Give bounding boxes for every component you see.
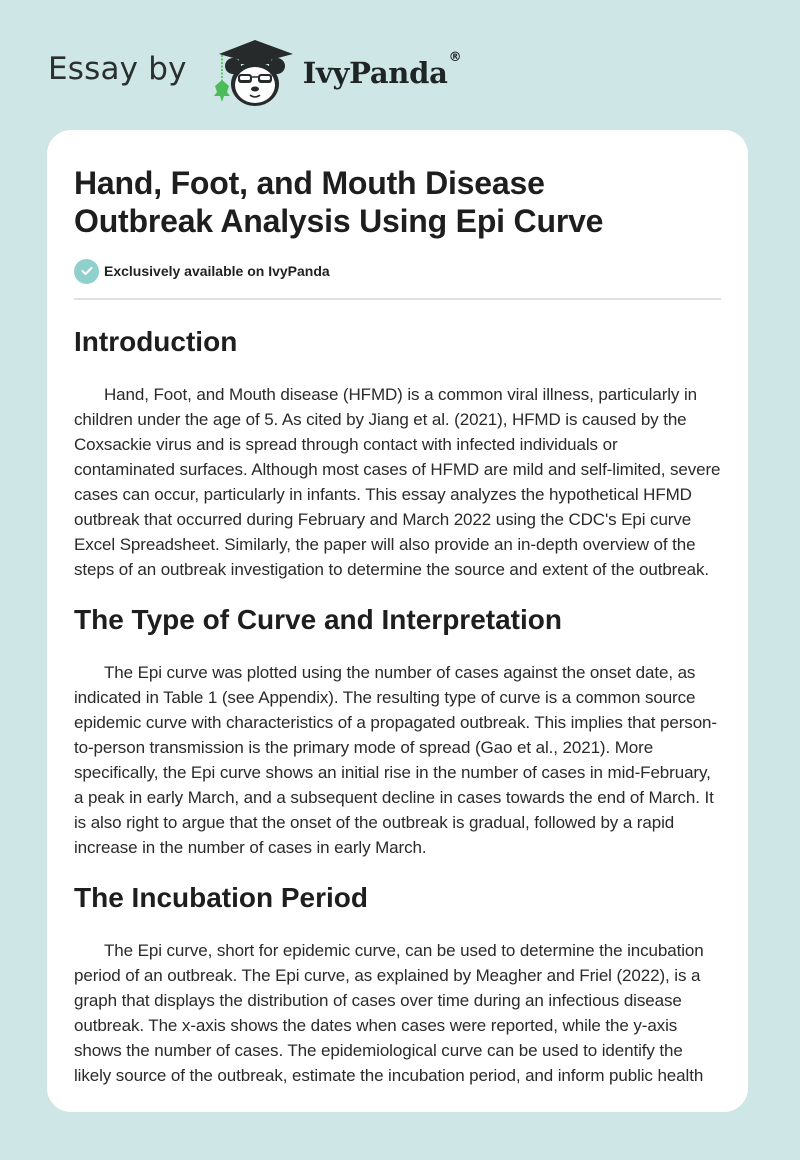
section-introduction: [74, 325, 721, 582]
section-incubation-period: [74, 881, 721, 1088]
section-heading: The Incubation Period: [74, 882, 369, 913]
section-heading: Introduction: [74, 326, 238, 357]
brand-name-text: IvyPanda: [302, 56, 448, 90]
essay-card: [47, 130, 748, 1112]
section-paragraph: Hand, Foot, and Mouth disease (HFMD) is a common viral illness, particularly in children under the age of 5. As cited by Jiang et al. (2021), HFMD is caused by the Coxsackie virus and is spread through contact with infected individuals or contaminated surfaces. Although most cases of HFMD are mild and self-limited, severe cases can occur, particularly in infants. This essay analyzes the hypothetical HFMD outbreak that occurred during February and March 2022 using the CDC's Epi curve Excel Spreadsheet. Similarly, the paper will also provide an in-depth overview of the steps of an outbreak investigation to determine the source and extent of the outbreak.: [74, 385, 721, 579]
divider: [74, 298, 721, 300]
section-heading: The Type of Curve and Interpretation: [74, 604, 562, 635]
section-paragraph: The Epi curve, short for epidemic curve, can be used to determine the incubation period of an outbreak. The Epi curve, as explained by Meagher and Friel (2022), is a graph that displays the distribution of cases over time during an infectious disease outbreak. The x-axis shows the dates when cases were reported, while the y-axis shows the number of cases. The epidemiological curve can be used to identify the likely source of the outbreak, estimate the incubation period, and inform public health: [74, 941, 704, 1085]
brand-prefix: Essay by: [48, 51, 187, 87]
title-line-2: Outbreak Analysis Using Epi Curve: [74, 203, 604, 239]
title-line-1: Hand, Foot, and Mouth Disease: [74, 165, 545, 201]
section-type-of-curve: [74, 603, 721, 860]
essay-title: [74, 164, 721, 240]
panda-graduate-logo-icon[interactable]: [205, 32, 301, 112]
exclusive-text: Exclusively available on IvyPanda: [104, 263, 330, 279]
registered-mark: ®: [448, 50, 462, 65]
section-paragraph: The Epi curve was plotted using the number of cases against the onset date, as indicated in Table 1 (see Appendix). The resulting type of curve is a common source epidemic curve with characteristics of a propagated outbreak. This implies that person-to-person transmission is the primary mode of spread (Gao et al., 2021). More specifically, the Epi curve shows an initial rise in the number of cases in mid-February, a peak in early March, and a subsequent decline in cases towards the end of March. It is also right to argue that the onset of the outbreak is gradual, followed by a rapid increase in the number of cases in early March.: [74, 663, 717, 857]
brand-header: [48, 32, 461, 112]
brand-name[interactable]: [302, 50, 462, 90]
exclusive-badge: [74, 258, 721, 284]
check-circle-icon: [74, 259, 99, 284]
